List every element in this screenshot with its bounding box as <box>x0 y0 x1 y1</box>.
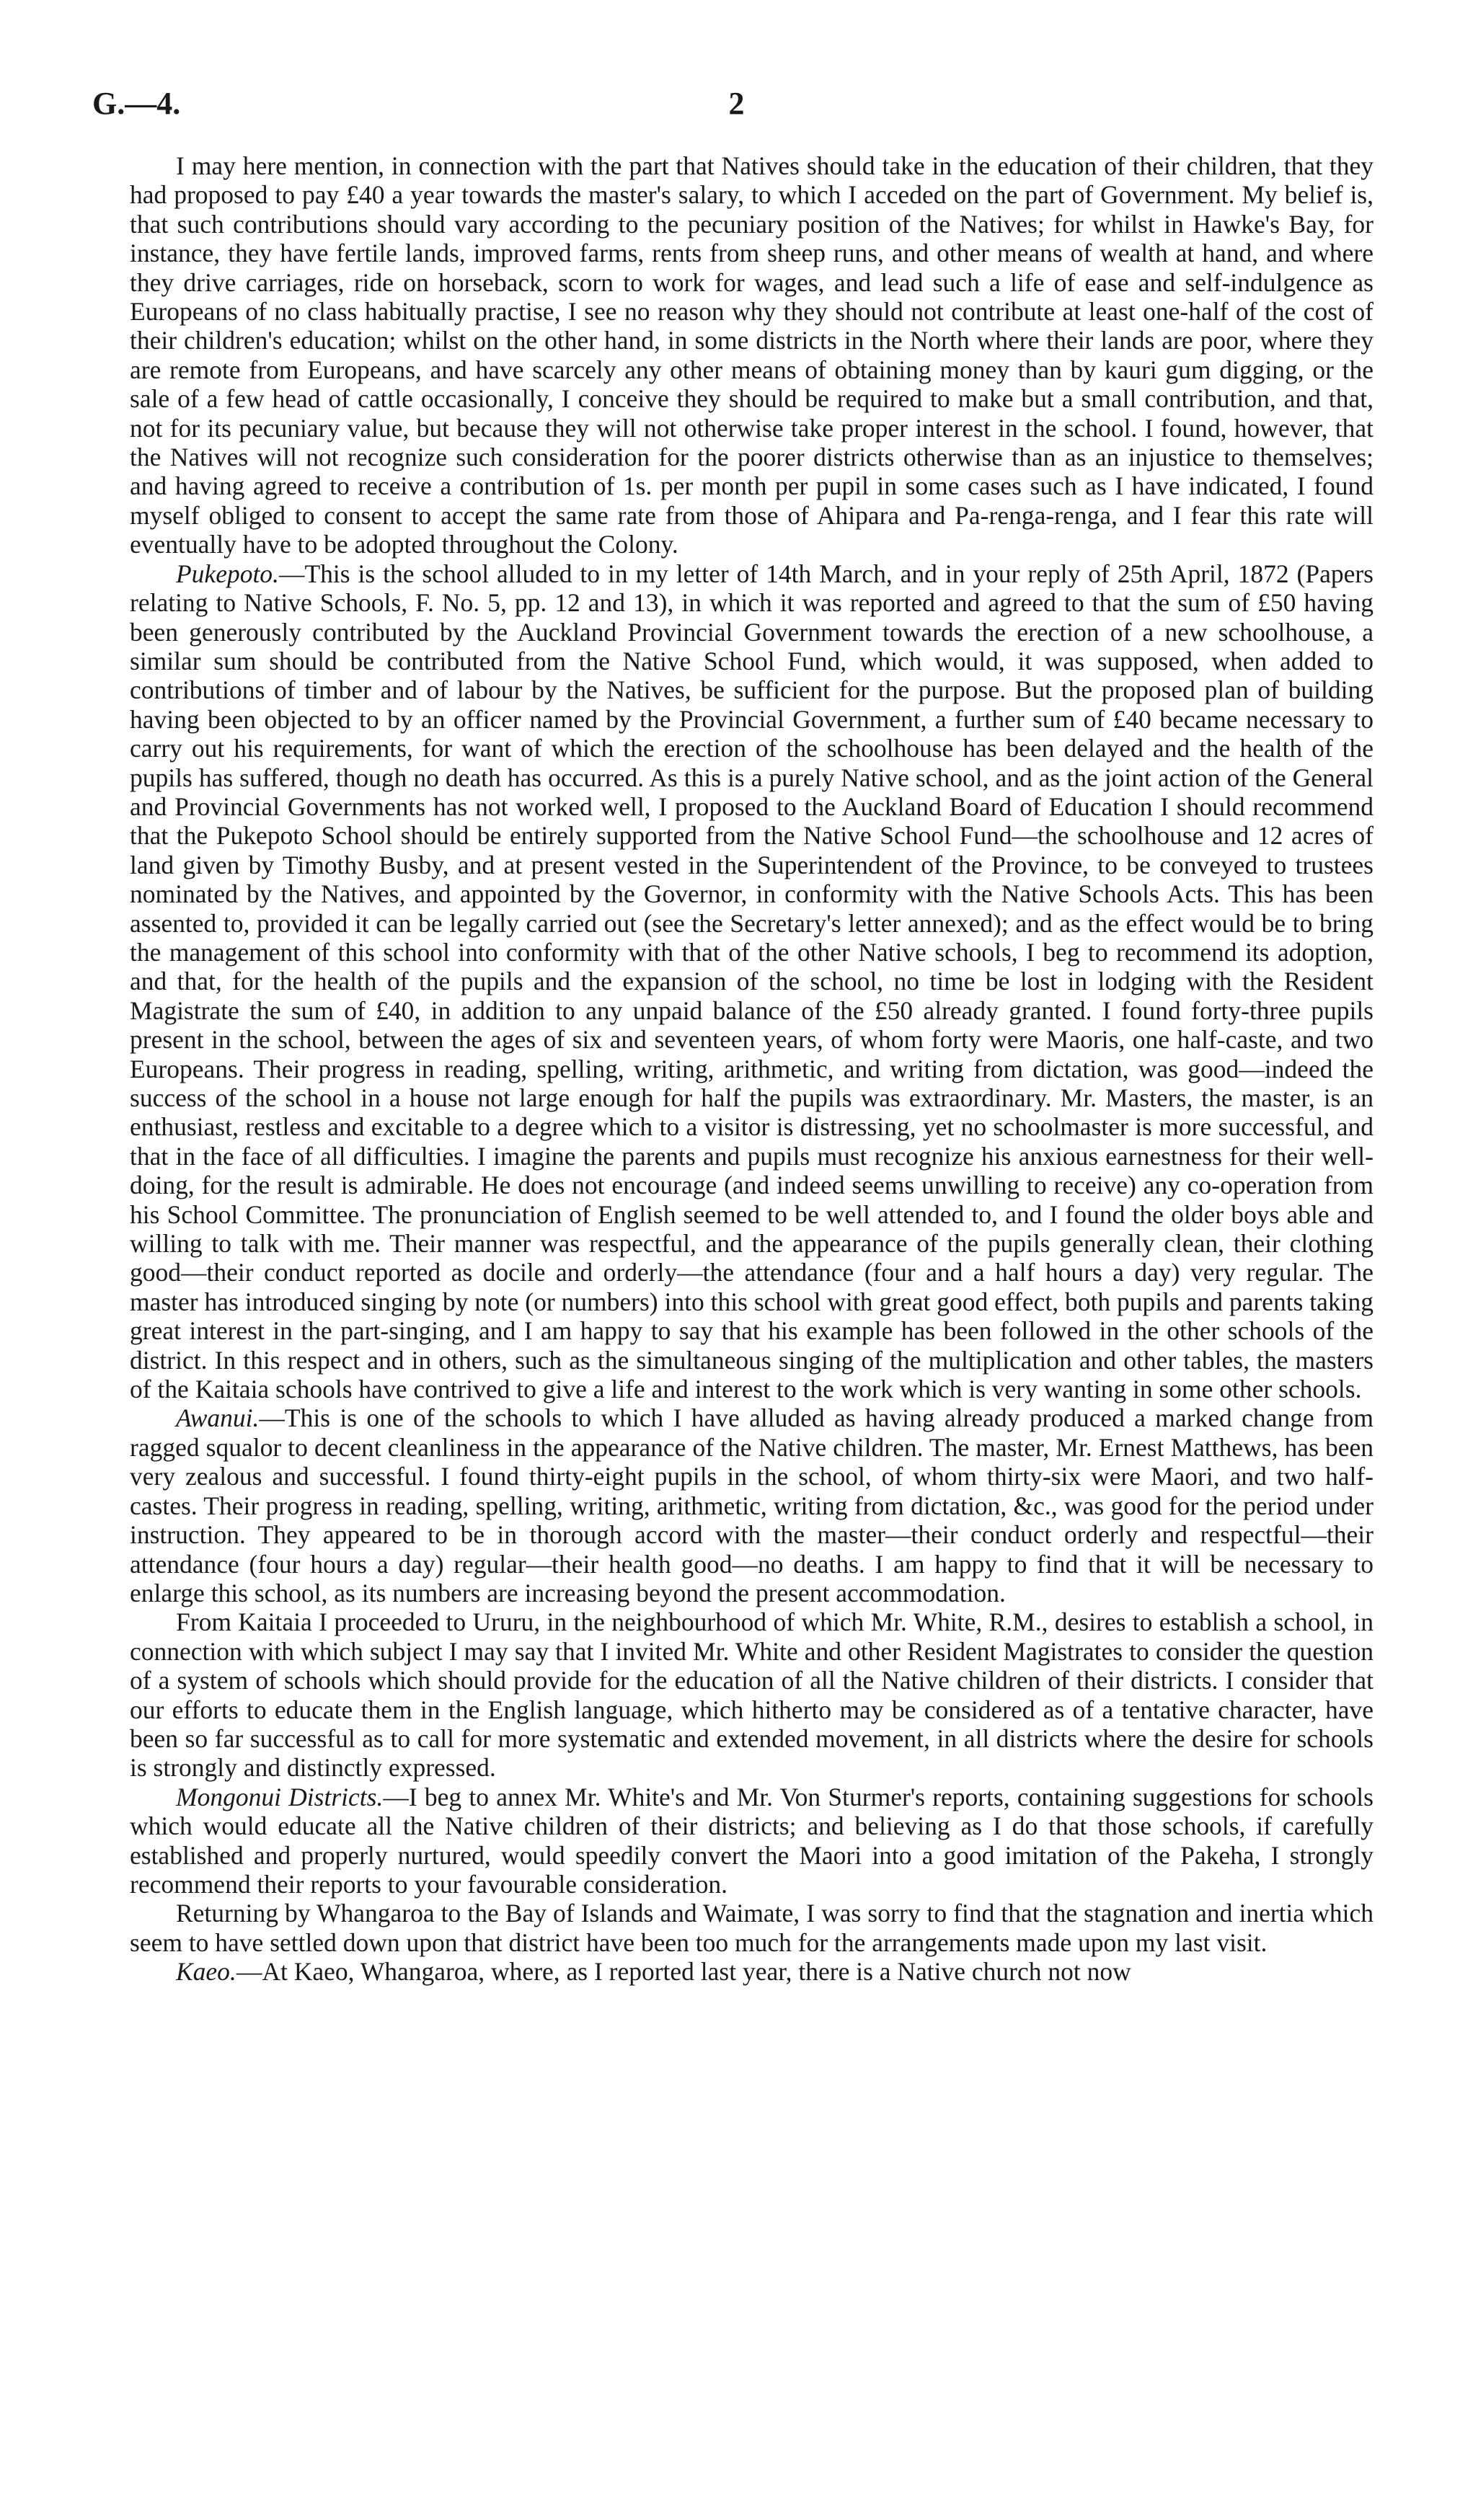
section-heading-awanui: Awanui. <box>176 1403 260 1433</box>
section-heading-pukepoto: Pukepoto. <box>176 559 279 588</box>
paragraph-ururu <box>130 1607 1374 1782</box>
body-text <box>130 151 1374 1987</box>
paragraph-text: —I beg to annex Mr. White's and Mr. Von Sturmer's reports, containing suggestions for schools which would educate all the Native children of their districts; and believing as I do that those schools, if carefully established and properly nurtured, would speedily convert the Maori into a good imitation of the Pakeha, I strongly recommend their reports to your favourable consideration. <box>130 1782 1374 1899</box>
paragraph-text: —At Kaeo, Whangaroa, where, as I reported last year, there is a Native church not now <box>236 1957 1131 1987</box>
paragraph-text: I may here mention, in connection with the part that Natives should take in the education of their children, that they had proposed to pay £40 a year towards the master's salary, to which I acceded on the part of Government. My belief is, that such contributions should vary according to the pecuniary position of the Natives; for whilst in Hawke's Bay, for instance, they have fertile lands, improved farms, rents from sheep runs, and other means of wealth at hand, and where they drive carriages, ride on horseback, scorn to work for wages, and lead such a life of ease and self-indulgence as Europeans of no class habitually practise, I see no reason why they should not contribute at least one-half of the cost of their children's education; whilst on the other hand, in some districts in the North where their lands are poor, where they are remote from Europeans, and have scarcely any other means of obtaining money than by kauri gum digging, or the sale of a few head of cattle occasionally, I conceive they should be required to make but a small contribution, and that, not for its pecuniary value, but because they will not otherwise take proper interest in the school. I found, however, that the Natives will not recognize such consideration for the poorer districts otherwise than as an injustice to themselves; and having agreed to receive a contribution of 1s. per month per pupil in some cases such as I have indicated, I found myself obliged to consent to accept the same rate from those of Ahipara and Pa-renga-renga, and I fear this rate will eventually have to be adopted throughout the Colony. <box>130 151 1374 559</box>
paragraph-contributions <box>130 151 1374 559</box>
section-heading-mongonui: Mongonui Districts. <box>176 1782 384 1811</box>
paragraph-text: From Kaitaia I proceeded to Ururu, in the neighbourhood of which Mr. White, R.M., desires to establish a school, in connection with which subject I may say that I invited Mr. White and other Resident Magistrates to consider the question of a system of schools which should provide for the education of all the Native children of their districts. I consider that our efforts to educate them in the English language, which hitherto may be considered as of a tentative character, have been so far successful as to call for more systematic and extended movement, in all districts where the desire for schools is strongly and distinctly expressed. <box>130 1607 1374 1783</box>
section-heading-kaeo: Kaeo. <box>176 1957 236 1987</box>
paragraph-text: —This is the school alluded to in my letter of 14th March, and in your reply of 25th April, 1872 (Papers relating to Native Schools, F. No. 5, pp. 12 and 13), in which it was reported and agreed to that the sum of £50 having been generously contributed by the Auckland Provincial Government towards the erection of a new schoolhouse, a similar sum should be contributed from the Native School Fund, which would, it was supposed, when added to contributions of timber and of labour by the Natives, be sufficient for the purpose. But the proposed plan of building having been objected to by an officer named by the Provincial Government, a further sum of £40 became necessary to carry out his requirements, for want of which the erection of the schoolhouse has been delayed and the health of the pupils has suffered, though no death has occurred. As this is a purely Native school, and as the joint action of the General and Provincial Governments has not worked well, I proposed to the Auckland Board of Education I should recommend that the Pukepoto School should be entirely supported from the Native School Fund—the schoolhouse and 12 acres of land given by Timothy Busby, and at present vested in the Superintendent of the Province, to be conveyed to trustees nominated by the Natives, and appointed by the Governor, in conformity with the Native Schools Acts. This has been assented to, provided it can be legally carried out (see the Secretary's letter annexed); and as the effect would be to bring the management of this school into conformity with that of the other Native schools, I beg to recommend its adoption, and that, for the health of the pupils and the expansion of the school, no time be lost in lodging with the Resident Magistrate the sum of £40, in addition to any unpaid balance of the £50 already granted. I found forty-three pupils present in the school, between the ages of six and seventeen years, of whom forty were Maoris, one half-caste, and two Europeans. Their progress in reading, spelling, writing, arithmetic, and writing from dictation, was good—indeed the success of the school in a house not large enough for half the pupils was extraordinary. Mr. Masters, the master, is an enthusiast, restless and excitable to a degree which to a visitor is distressing, yet no schoolmaster is more successful, and that in the face of all difficulties. I imagine the parents and pupils must recognize his anxious earnestness for their well-doing, for the result is admirable. He does not encourage (and indeed seems unwilling to receive) any co-operation from his School Committee. The pronunciation of English seemed to be well attended to, and I found the older boys able and willing to talk with me. Their manner was respectful, and the appearance of the pupils generally clean, their clothing good—their conduct reported as docile and orderly—the attendance (four and a half hours a day) very regular. The master has introduced singing by note (or numbers) into this school with great good effect, both pupils and parents taking great interest in the part-singing, and I am happy to say that his example has been followed in the other schools of the district. In this respect and in others, such as the simultaneous singing of the multiplication and other tables, the masters of the Kaitaia schools have contrived to give a life and interest to the work which is very wanting in some other schools. <box>130 559 1374 1404</box>
paragraph-pukepoto <box>130 559 1374 1404</box>
page-number: 2 <box>728 86 745 121</box>
page-header <box>92 85 1381 128</box>
paragraph-text: Returning by Whangaroa to the Bay of Islands and Waimate, I was sorry to find that the stagnation and inertia which seem to have settled down upon that district have been too much for the arrangements made upon my last visit. <box>130 1899 1374 1957</box>
paragraph-text: —This is one of the schools to which I have alluded as having already produced a marked change from ragged squalor to decent cleanliness in the appearance of the Native children. The master, Mr. Ernest Matthews, has been very zealous and successful. I found thirty-eight pupils in the school, of whom thirty-six were Maori, and two half-castes. Their progress in reading, spelling, writing, arithmetic, writing from dictation, &c., was good for the period under instruction. They appeared to be in thorough accord with the master—their conduct orderly and respectful—their attendance (four hours a day) regular—their health good—no deaths. I am happy to find that it will be necessary to enlarge this school, as its numbers are increasing beyond the present accommodation. <box>130 1403 1374 1607</box>
paragraph-kaeo <box>130 1957 1374 1986</box>
paragraph-whangaroa <box>130 1899 1374 1957</box>
paragraph-awanui <box>130 1403 1374 1607</box>
paragraph-mongonui <box>130 1783 1374 1899</box>
document-reference: G.—4. <box>92 86 181 121</box>
